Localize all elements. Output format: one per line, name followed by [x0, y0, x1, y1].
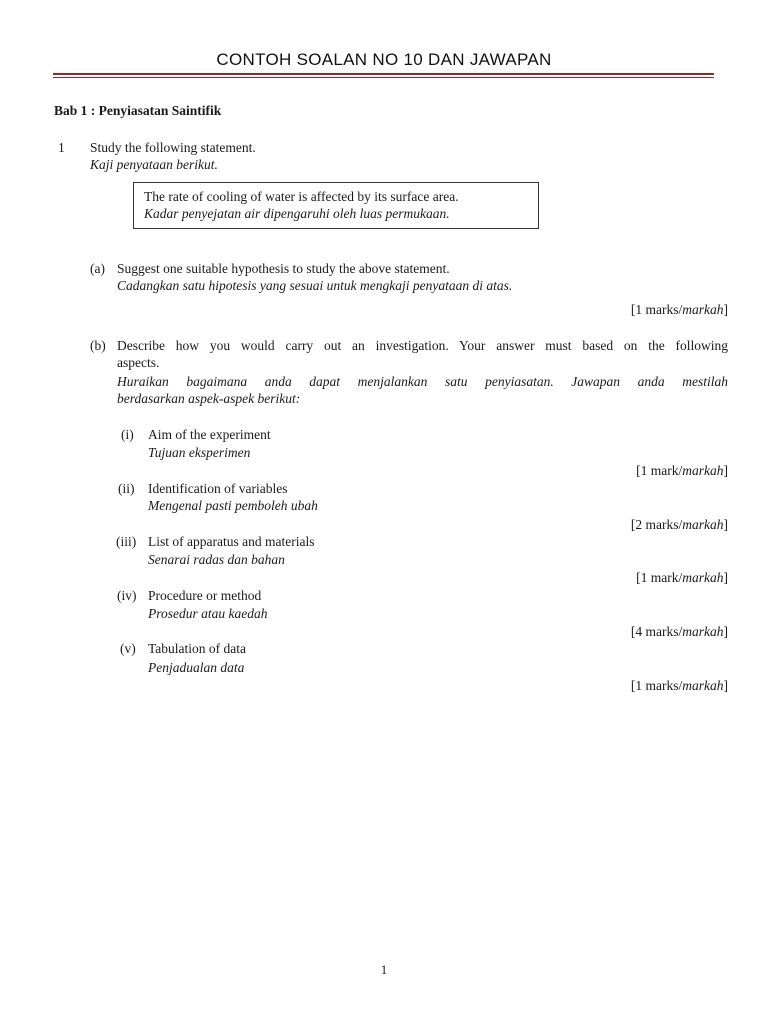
- statement-box: [133, 182, 539, 229]
- instruction-ms: Kaji penyataan berikut.: [90, 157, 218, 172]
- part-a-text-en: Suggest one suitable hypothesis to study the above statement.: [117, 261, 450, 276]
- item-v-label: (v): [120, 641, 136, 656]
- item-ii-ms: Mengenal pasti pemboleh ubah: [148, 498, 318, 513]
- page-number: 1: [380, 962, 388, 977]
- item-iii-ms: Senarai radas dan bahan: [148, 552, 285, 567]
- item-i-en: Aim of the experiment: [148, 427, 271, 442]
- item-iv-label: (iv): [117, 588, 137, 603]
- statement-ms: Kadar penyejatan air dipengaruhi oleh luas permukaan.: [144, 206, 450, 221]
- item-iv-ms: Prosedur atau kaedah: [148, 606, 268, 621]
- part-b-text-en: Describe how you would carry out an investigation. Your answer must based on the following aspects.: [117, 338, 728, 370]
- item-iii-marks: [1 mark/markah]: [636, 570, 728, 585]
- item-i-label: (i): [121, 427, 134, 442]
- item-iii-label: (iii): [116, 534, 137, 549]
- item-i-marks: [1 mark/markah]: [636, 463, 728, 478]
- part-a-marks: [1 marks/markah]: [630, 302, 728, 317]
- item-iii-en: List of apparatus and materials: [148, 534, 315, 549]
- item-iv-marks: [4 marks/markah]: [630, 624, 728, 639]
- part-b-label: (b): [90, 338, 106, 353]
- item-v-ms: Penjadualan data: [148, 660, 245, 675]
- part-a-text-ms: Cadangkan satu hipotesis yang sesuai untuk mengkaji penyataan di atas.: [117, 278, 513, 293]
- statement-en: The rate of cooling of water is affected by its surface area.: [144, 189, 459, 204]
- part-a-label: (a): [90, 261, 105, 276]
- part-b-text-ms: Huraikan bagaimana anda dapat menjalankan satu penyiasatan. Jawapan anda mestilah berdasarkan aspek-aspek berikut:: [117, 374, 728, 406]
- instruction-en: Study the following statement.: [90, 140, 256, 155]
- page-title: CONTOH SOALAN NO 10 DAN JAWAPAN: [216, 50, 552, 69]
- item-v-en: Tabulation of data: [148, 641, 247, 656]
- item-iv-en: Procedure or method: [148, 588, 262, 603]
- item-ii-marks: [2 marks/markah]: [630, 517, 728, 532]
- item-v-marks: [1 marks/markah]: [630, 678, 728, 693]
- header-rule-thick: [53, 73, 714, 75]
- question-number: 1: [58, 140, 65, 155]
- item-i-ms: Tujuan eksperimen: [148, 445, 251, 460]
- chapter-heading: Bab 1 : Penyiasatan Saintifik: [54, 103, 222, 118]
- item-ii-label: (ii): [118, 481, 135, 496]
- header-rule-thin: [53, 77, 714, 78]
- item-ii-en: Identification of variables: [148, 481, 288, 496]
